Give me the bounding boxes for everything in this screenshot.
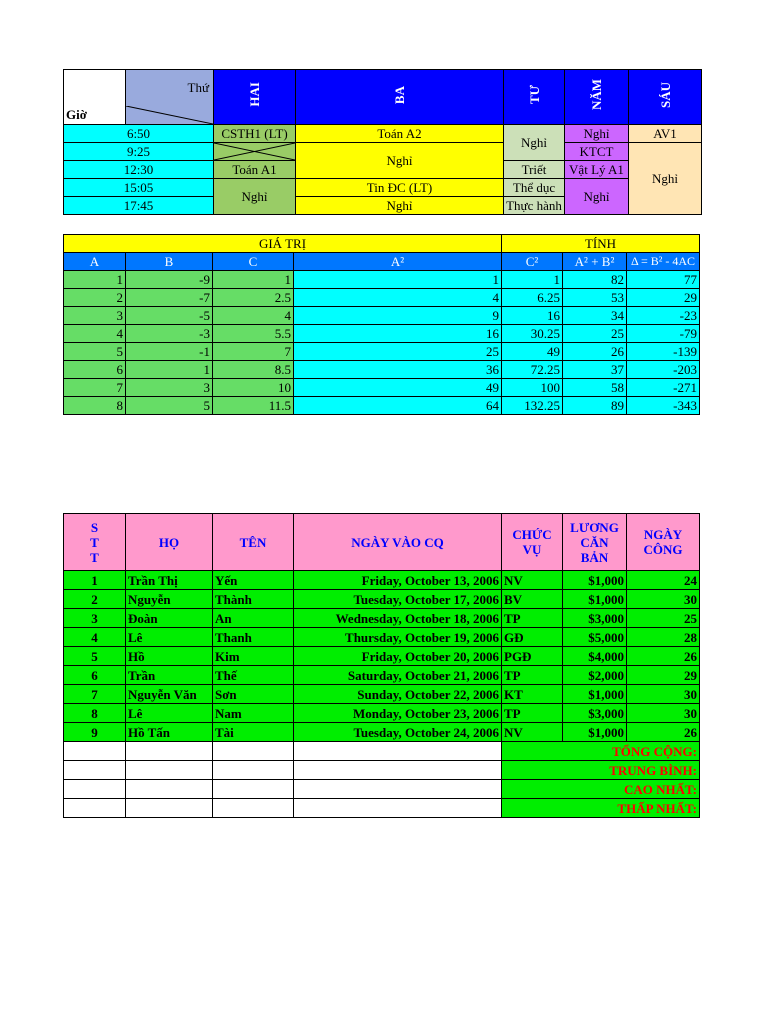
cell-ngaycong: 30 bbox=[627, 704, 700, 723]
column-header: A² bbox=[294, 253, 502, 271]
cell-date: Saturday, October 21, 2006 bbox=[294, 666, 502, 685]
cell-c: 8.5 bbox=[213, 361, 294, 379]
cell-delta: -203 bbox=[627, 361, 700, 379]
cell-b: -1 bbox=[126, 343, 213, 361]
cell-delta: -23 bbox=[627, 307, 700, 325]
empty-cell bbox=[126, 761, 213, 780]
group-header-values: GIÁ TRỊ bbox=[64, 235, 502, 253]
cell-chucvu: NV bbox=[502, 571, 563, 590]
cell-c2: 72.25 bbox=[502, 361, 563, 379]
table-row bbox=[64, 343, 700, 361]
class-cell: CSTH1 (LT) bbox=[214, 124, 296, 142]
table-row bbox=[64, 647, 700, 666]
cell-ngaycong: 24 bbox=[627, 571, 700, 590]
cell-ten: Sơn bbox=[213, 685, 294, 704]
cell-delta: -271 bbox=[627, 379, 700, 397]
summary-total-label: TỔNG CỘNG: bbox=[502, 742, 700, 761]
cell-c: 7 bbox=[213, 343, 294, 361]
empty-cell bbox=[126, 742, 213, 761]
cell-b: -3 bbox=[126, 325, 213, 343]
column-header: B bbox=[126, 253, 213, 271]
time-slot: 6:50 bbox=[64, 124, 214, 142]
summary-row bbox=[64, 799, 700, 818]
cell-c2: 49 bbox=[502, 343, 563, 361]
class-cell: Toán A1 bbox=[214, 160, 296, 178]
cell-ten: Thành bbox=[213, 590, 294, 609]
cell-date: Thursday, October 19, 2006 bbox=[294, 628, 502, 647]
cell-chucvu: PGĐ bbox=[502, 647, 563, 666]
table-row bbox=[64, 666, 700, 685]
cell-sum: 53 bbox=[563, 289, 627, 307]
empty-cell bbox=[126, 799, 213, 818]
class-cell: Nghỉ bbox=[214, 178, 296, 214]
summary-row bbox=[64, 742, 700, 761]
cell-ngaycong: 29 bbox=[627, 666, 700, 685]
cell-a: 6 bbox=[64, 361, 126, 379]
cell-date: Friday, October 13, 2006 bbox=[294, 571, 502, 590]
column-header: Δ = B² - 4AC bbox=[627, 253, 700, 271]
empty-cell bbox=[64, 742, 126, 761]
time-slot: 15:05 bbox=[64, 178, 214, 196]
empty-cell bbox=[294, 799, 502, 818]
day-header-sau: SÁU bbox=[629, 70, 702, 125]
summary-min-label: THẤP NHẤT: bbox=[502, 799, 700, 818]
summary-average-label: TRUNG BÌNH: bbox=[502, 761, 700, 780]
cell-stt: 4 bbox=[64, 628, 126, 647]
empty-cell bbox=[294, 742, 502, 761]
cell-stt: 8 bbox=[64, 704, 126, 723]
cell-delta: 77 bbox=[627, 271, 700, 289]
table-row bbox=[64, 325, 700, 343]
cell-ho: Hồ bbox=[126, 647, 213, 666]
cell-chucvu: GĐ bbox=[502, 628, 563, 647]
cell-sum: 89 bbox=[563, 397, 627, 415]
cell-a2: 49 bbox=[294, 379, 502, 397]
cell-luong: $1,000 bbox=[563, 571, 627, 590]
cell-c: 10 bbox=[213, 379, 294, 397]
cell-stt: 3 bbox=[64, 609, 126, 628]
cell-a2: 1 bbox=[294, 271, 502, 289]
day-header-hai: HAI bbox=[214, 70, 296, 125]
cell-c: 1 bbox=[213, 271, 294, 289]
cell-stt: 2 bbox=[64, 590, 126, 609]
empty-cell bbox=[294, 780, 502, 799]
cell-date: Wednesday, October 18, 2006 bbox=[294, 609, 502, 628]
cell-luong: $1,000 bbox=[563, 723, 627, 742]
cell-chucvu: NV bbox=[502, 723, 563, 742]
summary-row bbox=[64, 780, 700, 799]
schedule-table bbox=[63, 69, 702, 215]
cell-b: 1 bbox=[126, 361, 213, 379]
day-header-tu: TƯ bbox=[504, 70, 565, 125]
cell-ngaycong: 30 bbox=[627, 590, 700, 609]
corner-diagonal bbox=[126, 106, 214, 125]
table-row bbox=[64, 397, 700, 415]
empty-cell bbox=[213, 742, 294, 761]
cell-c: 11.5 bbox=[213, 397, 294, 415]
cell-sum: 26 bbox=[563, 343, 627, 361]
cell-b: -7 bbox=[126, 289, 213, 307]
cell-ten: Tài bbox=[213, 723, 294, 742]
crossed-cell bbox=[214, 142, 296, 160]
cell-a: 3 bbox=[64, 307, 126, 325]
cell-b: 5 bbox=[126, 397, 213, 415]
table-row bbox=[64, 685, 700, 704]
cell-ngaycong: 25 bbox=[627, 609, 700, 628]
cell-sum: 37 bbox=[563, 361, 627, 379]
cell-c2: 1 bbox=[502, 271, 563, 289]
class-cell: Nghỉ bbox=[296, 196, 504, 214]
cell-stt: 6 bbox=[64, 666, 126, 685]
column-header: A bbox=[64, 253, 126, 271]
cell-ngaycong: 26 bbox=[627, 723, 700, 742]
class-cell: AV1 bbox=[629, 124, 702, 142]
cell-a: 5 bbox=[64, 343, 126, 361]
cell-ten: Kim bbox=[213, 647, 294, 666]
cell-c2: 132.25 bbox=[502, 397, 563, 415]
summary-row bbox=[64, 761, 700, 780]
cell-a: 8 bbox=[64, 397, 126, 415]
corner-day-label: Thứ bbox=[126, 70, 214, 106]
cell-a2: 4 bbox=[294, 289, 502, 307]
cell-ngaycong: 26 bbox=[627, 647, 700, 666]
class-cell: Triết bbox=[504, 160, 565, 178]
cell-a2: 36 bbox=[294, 361, 502, 379]
cell-c2: 6.25 bbox=[502, 289, 563, 307]
cell-ngaycong: 28 bbox=[627, 628, 700, 647]
cell-a2: 64 bbox=[294, 397, 502, 415]
cell-ho: Nguyễn bbox=[126, 590, 213, 609]
table-row bbox=[64, 704, 700, 723]
cell-luong: $3,000 bbox=[563, 704, 627, 723]
cell-stt: 5 bbox=[64, 647, 126, 666]
cell-c2: 30.25 bbox=[502, 325, 563, 343]
cell-c: 5.5 bbox=[213, 325, 294, 343]
cell-c2: 16 bbox=[502, 307, 563, 325]
corner-time-label: Giờ bbox=[64, 106, 126, 125]
cell-luong: $5,000 bbox=[563, 628, 627, 647]
class-cell: Nghỉ bbox=[504, 124, 565, 160]
class-cell: Tin ĐC (LT) bbox=[296, 178, 504, 196]
cross-icon bbox=[214, 143, 295, 160]
table-row bbox=[64, 571, 700, 590]
cell-sum: 25 bbox=[563, 325, 627, 343]
cell-chucvu: BV bbox=[502, 590, 563, 609]
cell-delta: -139 bbox=[627, 343, 700, 361]
diagonal-line-icon bbox=[126, 106, 213, 124]
day-header-ba: BA bbox=[296, 70, 504, 125]
class-cell: Thể dục bbox=[504, 178, 565, 196]
cell-sum: 58 bbox=[563, 379, 627, 397]
cell-a2: 9 bbox=[294, 307, 502, 325]
cell-luong: $3,000 bbox=[563, 609, 627, 628]
empty-cell bbox=[213, 761, 294, 780]
empty-cell bbox=[294, 761, 502, 780]
empty-cell bbox=[126, 780, 213, 799]
cell-date: Monday, October 23, 2006 bbox=[294, 704, 502, 723]
cell-date: Sunday, October 22, 2006 bbox=[294, 685, 502, 704]
cell-b: -5 bbox=[126, 307, 213, 325]
cell-delta: -79 bbox=[627, 325, 700, 343]
empty-cell bbox=[64, 780, 126, 799]
cell-a2: 16 bbox=[294, 325, 502, 343]
cell-chucvu: TP bbox=[502, 704, 563, 723]
empty-cell bbox=[213, 799, 294, 818]
class-cell: KTCT bbox=[565, 142, 629, 160]
column-header: C bbox=[213, 253, 294, 271]
cell-date: Tuesday, October 24, 2006 bbox=[294, 723, 502, 742]
cell-ten: Thế bbox=[213, 666, 294, 685]
time-slot: 17:45 bbox=[64, 196, 214, 214]
table-row bbox=[64, 590, 700, 609]
cell-a: 2 bbox=[64, 289, 126, 307]
class-cell: Nghỉ bbox=[565, 178, 629, 214]
cell-ten: An bbox=[213, 609, 294, 628]
cell-chucvu: TP bbox=[502, 666, 563, 685]
cell-stt: 7 bbox=[64, 685, 126, 704]
class-cell: Nghỉ bbox=[565, 124, 629, 142]
cell-delta: 29 bbox=[627, 289, 700, 307]
cell-luong: $2,000 bbox=[563, 666, 627, 685]
cell-ho: Nguyễn Văn bbox=[126, 685, 213, 704]
cell-b: 3 bbox=[126, 379, 213, 397]
cell-a2: 25 bbox=[294, 343, 502, 361]
cell-ten: Thanh bbox=[213, 628, 294, 647]
cell-ho: Đoàn bbox=[126, 609, 213, 628]
empty-cell bbox=[213, 780, 294, 799]
cell-a: 4 bbox=[64, 325, 126, 343]
column-header: A² + B² bbox=[563, 253, 627, 271]
table-row bbox=[64, 361, 700, 379]
table-row bbox=[64, 289, 700, 307]
table-row bbox=[64, 723, 700, 742]
cell-date: Friday, October 20, 2006 bbox=[294, 647, 502, 666]
cell-a: 1 bbox=[64, 271, 126, 289]
payroll-table bbox=[63, 513, 700, 818]
cell-sum: 82 bbox=[563, 271, 627, 289]
header-luong: LƯƠNG CĂN BẢN bbox=[563, 514, 627, 571]
cell-c2: 100 bbox=[502, 379, 563, 397]
empty-cell bbox=[64, 799, 126, 818]
values-table bbox=[63, 234, 700, 415]
header-ngay: NGÀY VÀO CQ bbox=[294, 514, 502, 571]
header-chucvu: CHỨC VỤ bbox=[502, 514, 563, 571]
cell-ten: Nam bbox=[213, 704, 294, 723]
class-cell: Nghỉ bbox=[629, 142, 702, 214]
cell-luong: $4,000 bbox=[563, 647, 627, 666]
class-cell: Thực hành bbox=[504, 196, 565, 214]
header-ten: TÊN bbox=[213, 514, 294, 571]
table-row bbox=[64, 609, 700, 628]
cell-ho: Hồ Tấn bbox=[126, 723, 213, 742]
empty-cell bbox=[64, 761, 126, 780]
cell-luong: $1,000 bbox=[563, 590, 627, 609]
class-cell: Vật Lý A1 bbox=[565, 160, 629, 178]
cell-ten: Yến bbox=[213, 571, 294, 590]
cell-a: 7 bbox=[64, 379, 126, 397]
time-slot: 12:30 bbox=[64, 160, 214, 178]
cell-c: 2.5 bbox=[213, 289, 294, 307]
values-body bbox=[64, 271, 700, 415]
cell-stt: 9 bbox=[64, 723, 126, 742]
cell-ho: Lê bbox=[126, 628, 213, 647]
time-slot: 9:25 bbox=[64, 142, 214, 160]
column-header: C² bbox=[502, 253, 563, 271]
table-row bbox=[64, 307, 700, 325]
class-cell: Toán A2 bbox=[296, 124, 504, 142]
header-ngaycong: NGÀY CÔNG bbox=[627, 514, 700, 571]
table-row bbox=[64, 271, 700, 289]
cell-luong: $1,000 bbox=[563, 685, 627, 704]
cell-stt: 1 bbox=[64, 571, 126, 590]
cell-ho: Trần Thị bbox=[126, 571, 213, 590]
table-row bbox=[64, 379, 700, 397]
cell-b: -9 bbox=[126, 271, 213, 289]
cell-ho: Lê bbox=[126, 704, 213, 723]
header-stt: S T T bbox=[64, 514, 126, 571]
group-header-compute: TÍNH bbox=[502, 235, 700, 253]
table-row bbox=[64, 628, 700, 647]
cell-chucvu: KT bbox=[502, 685, 563, 704]
day-header-nam: NĂM bbox=[565, 70, 629, 125]
cell-c: 4 bbox=[213, 307, 294, 325]
cell-ngaycong: 30 bbox=[627, 685, 700, 704]
corner-blank bbox=[64, 70, 126, 106]
cell-date: Tuesday, October 17, 2006 bbox=[294, 590, 502, 609]
header-ho: HỌ bbox=[126, 514, 213, 571]
cell-delta: -343 bbox=[627, 397, 700, 415]
cell-sum: 34 bbox=[563, 307, 627, 325]
cell-ho: Trần bbox=[126, 666, 213, 685]
cell-chucvu: TP bbox=[502, 609, 563, 628]
class-cell: Nghỉ bbox=[296, 142, 504, 178]
summary-max-label: CAO NHẤT: bbox=[502, 780, 700, 799]
